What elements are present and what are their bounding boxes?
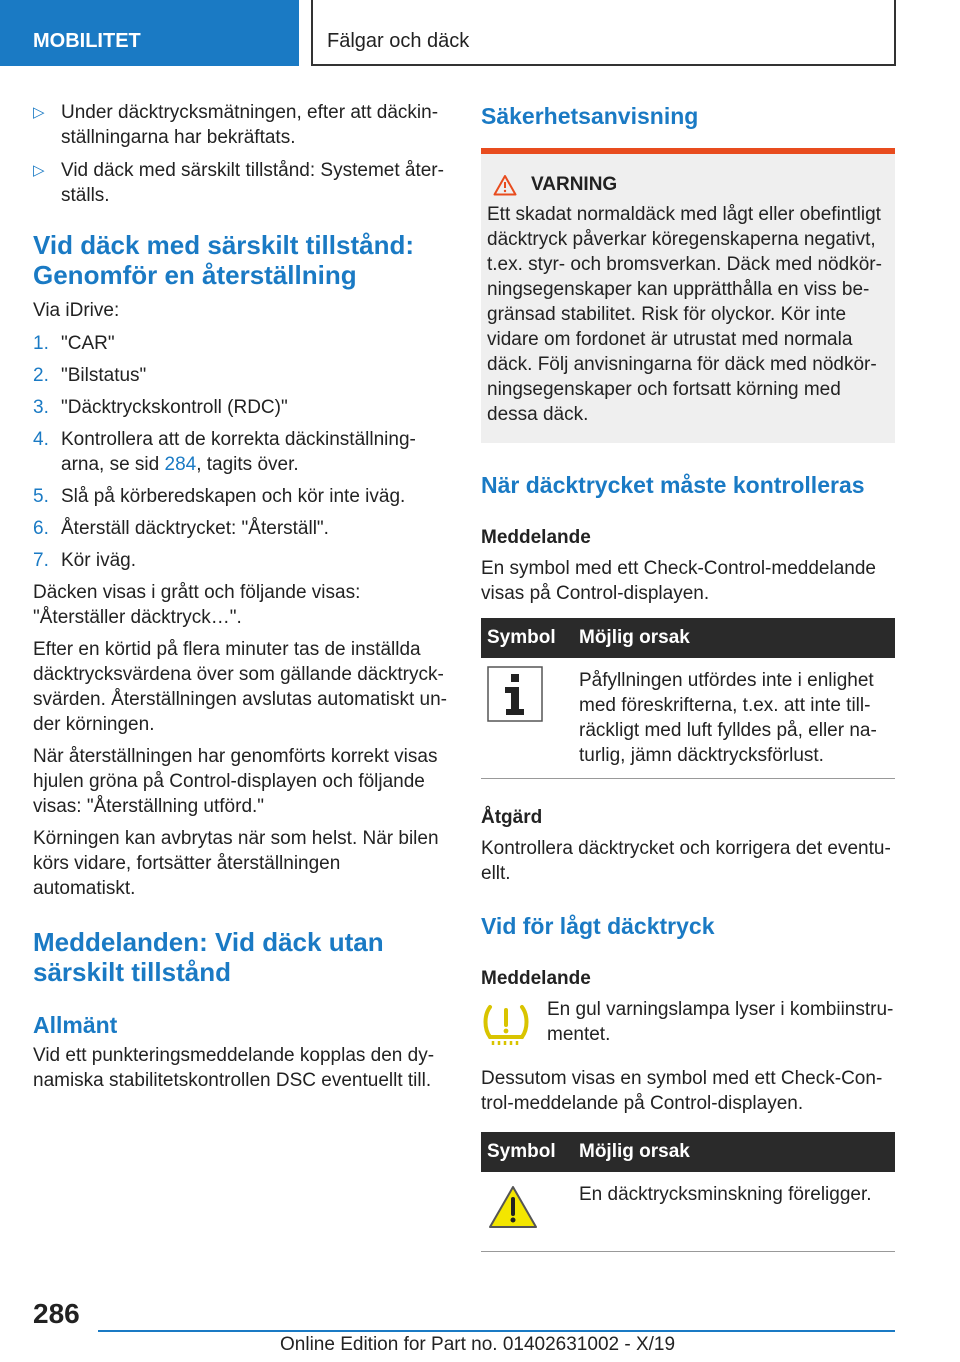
- list-item: 6. Återställ däcktrycket: "Återställ".: [33, 518, 329, 539]
- table-row: [481, 1172, 895, 1252]
- info-icon: [487, 666, 543, 722]
- paragraph: När återställningen har genomförts korrekt visas hjulen gröna på Control-displayen och följande visas: "Återställning utförd.": [33, 746, 438, 817]
- paragraph: Efter en körtid på flera minuter tas de inställda däcktrycksvärdena över som gällande däcktrycksvärden. Återställningen avslutas automatiskt under körningen.: [33, 639, 447, 735]
- paragraph: Dessutom visas en symbol med ett Check-Control-meddelande på Control-displayen.: [481, 1068, 883, 1114]
- triangle-bullet-icon: ▷: [33, 104, 45, 121]
- warning-header: VARNING: [487, 174, 887, 196]
- chapter-title: Fälgar och däck: [311, 0, 896, 66]
- heading-low-pressure: Vid för lågt däcktryck: [481, 913, 715, 939]
- paragraph: Kontrollera däcktrycket och korrigera det eventuellt.: [481, 838, 891, 884]
- paragraph: Vid ett punkteringsmeddelande kopplas den dynamiska stabilitetskontrollen DSC eventuellt till.: [33, 1045, 435, 1091]
- lamp-row: [481, 997, 895, 1052]
- list-item: ▷ Vid däck med särskilt tillstånd: Systemet återställs.: [33, 160, 444, 206]
- footer-divider: [98, 1330, 895, 1332]
- tpms-lamp-icon: [481, 1001, 531, 1047]
- list-item: 3. "Däcktryckskontroll (RDC)": [33, 397, 288, 418]
- paragraph: Däcken visas i grått och följande visas: "Återställer däcktryck…".: [33, 582, 361, 628]
- symbol-table: [481, 1132, 895, 1252]
- page-header: [0, 0, 960, 66]
- heading-check: När däcktrycket måste kontrolleras: [481, 472, 865, 498]
- column-header: Möjlig orsak: [573, 618, 895, 658]
- column-header: Symbol: [481, 618, 573, 658]
- heading-reset: Vid däck med särskilt tillstånd: Genomför en återställning: [33, 230, 414, 290]
- edition-note: Online Edition for Part no. 01402631002 - X/19: [280, 1334, 676, 1355]
- action-label: Åtgärd: [481, 807, 543, 828]
- left-column: [33, 100, 448, 1100]
- section-tab: MOBILITET: [0, 0, 299, 66]
- paragraph: En symbol med ett Check-Control-meddelande visas på Control-displayen.: [481, 558, 876, 604]
- list-item: 1. "CAR": [33, 333, 115, 354]
- via-idrive: Via iDrive:: [33, 300, 120, 321]
- table-row: [481, 658, 895, 779]
- subheading-general: Allmänt: [33, 1012, 118, 1038]
- warning-triangle-icon: [493, 174, 517, 196]
- page-number: 286: [33, 1298, 80, 1329]
- heading-messages: Meddelanden: Vid däck utan särskilt tillstånd: [33, 927, 384, 987]
- list-item: 5. Slå på körberedskapen och kör inte iväg.: [33, 486, 406, 507]
- warning-sign-icon: [487, 1184, 539, 1230]
- heading-safety: Säkerhetsanvisning: [481, 103, 699, 129]
- cause-cell: Påfyllningen utfördes inte i enlighet med föreskrifterna, t.ex. att inte tillräckligt med luft fylldes på, eller naturlig, jämn däcktrycksförlust.: [573, 658, 895, 779]
- list-item: 7. Kör iväg.: [33, 550, 136, 571]
- symbol-table: [481, 618, 895, 779]
- warning-text: Ett skadat normaldäck med lågt eller obefintligt däcktryck påverkar köregenskaperna negativt, t.ex. styr- och bromsverkan. Däck med nödkörningsegenskaper kan upprätthålla en viss begränsad stabilitet. Risk för olyckor. Kör inte vidare om fordonet är utrustat med normala däck. Följ anvisningarna för däck med nödkörningsegenskaper och fortsatt körning med dessa däck.: [487, 204, 882, 425]
- bullet-list: [33, 100, 448, 208]
- triangle-bullet-icon: ▷: [33, 162, 45, 179]
- lamp-text: En gul varningslampa lyser i kombiinstrumentet.: [547, 999, 894, 1045]
- cause-cell: En däcktrycksminskning föreligger.: [573, 1172, 895, 1252]
- column-header: Möjlig orsak: [573, 1132, 895, 1172]
- right-column: [481, 100, 895, 1252]
- list-item: 2. "Bilstatus": [33, 365, 147, 386]
- steps-list: [33, 331, 448, 573]
- warning-box: [481, 148, 895, 443]
- message-label: Meddelande: [481, 527, 591, 548]
- paragraph: Körningen kan avbrytas när som helst. När bilen körs vidare, fortsätter återställningen automatiskt.: [33, 828, 439, 899]
- page-link[interactable]: 284: [164, 454, 197, 475]
- list-item: ▷ Under däcktrycksmätningen, efter att däckinställningarna har bekräftats.: [33, 102, 439, 148]
- list-item: 4. Kontrollera att de korrekta däckinställningarna, se sid 284, tagits över.: [33, 429, 416, 475]
- column-header: Symbol: [481, 1132, 573, 1172]
- message-label: Meddelande: [481, 968, 591, 989]
